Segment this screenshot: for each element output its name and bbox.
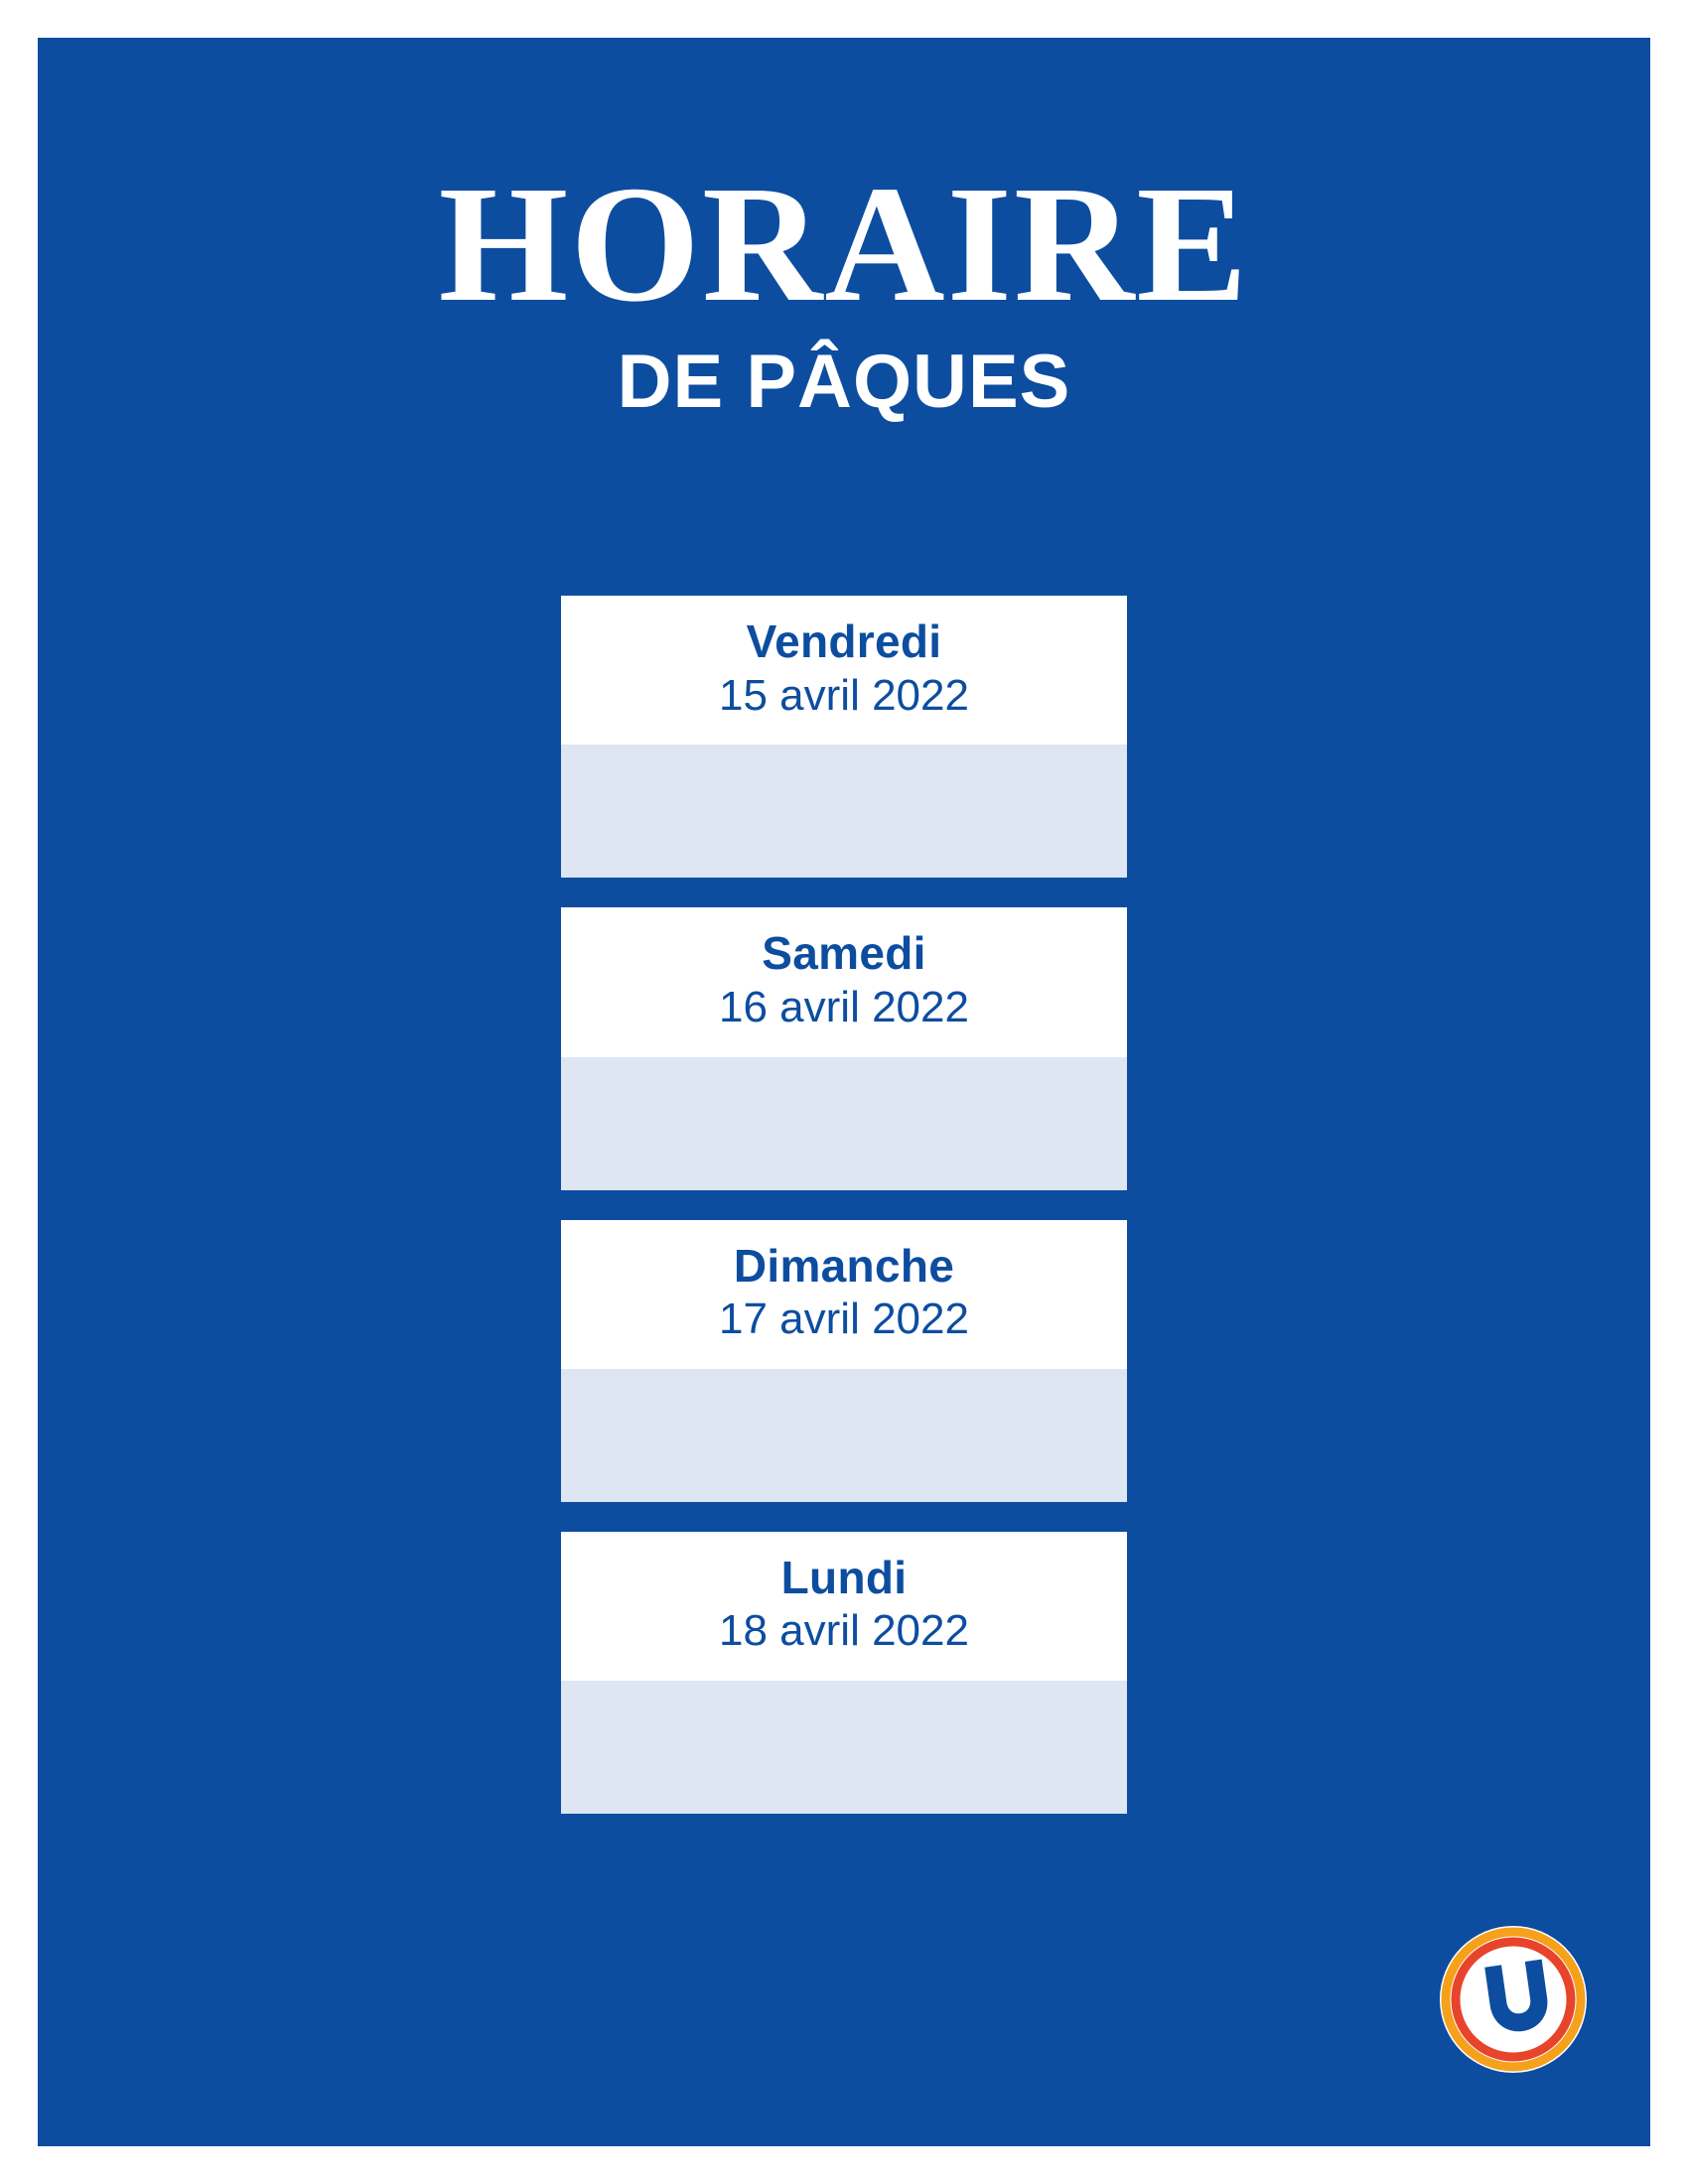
schedule-card-hours xyxy=(561,1681,1127,1814)
schedule-card xyxy=(561,596,1127,878)
schedule-card xyxy=(561,907,1127,1189)
schedule-card-date: 16 avril 2022 xyxy=(719,982,969,1031)
poster xyxy=(38,38,1650,2146)
schedule-card-day: Vendredi xyxy=(746,615,942,667)
u-logo xyxy=(1438,1924,1589,2075)
schedule-card-header xyxy=(561,1220,1127,1369)
schedule-card-date: 17 avril 2022 xyxy=(719,1295,969,1344)
schedule-card-hours xyxy=(561,1369,1127,1502)
page-title: HORAIRE xyxy=(438,152,1250,337)
schedule-card-list xyxy=(38,596,1650,1843)
page-subtitle: DE PÂQUES xyxy=(617,340,1071,425)
schedule-card xyxy=(561,1532,1127,1814)
schedule-card-header xyxy=(561,907,1127,1056)
schedule-card-date: 15 avril 2022 xyxy=(719,670,969,720)
schedule-card-hours xyxy=(561,1057,1127,1190)
schedule-card-header xyxy=(561,596,1127,745)
schedule-card-hours xyxy=(561,745,1127,878)
schedule-card xyxy=(561,1220,1127,1502)
schedule-card-day: Lundi xyxy=(780,1551,908,1603)
schedule-card-day: Samedi xyxy=(762,927,926,980)
schedule-card-day: Dimanche xyxy=(733,1239,955,1292)
poster-title-block xyxy=(38,152,1650,425)
schedule-card-header xyxy=(561,1532,1127,1681)
schedule-card-date: 18 avril 2022 xyxy=(719,1606,969,1656)
